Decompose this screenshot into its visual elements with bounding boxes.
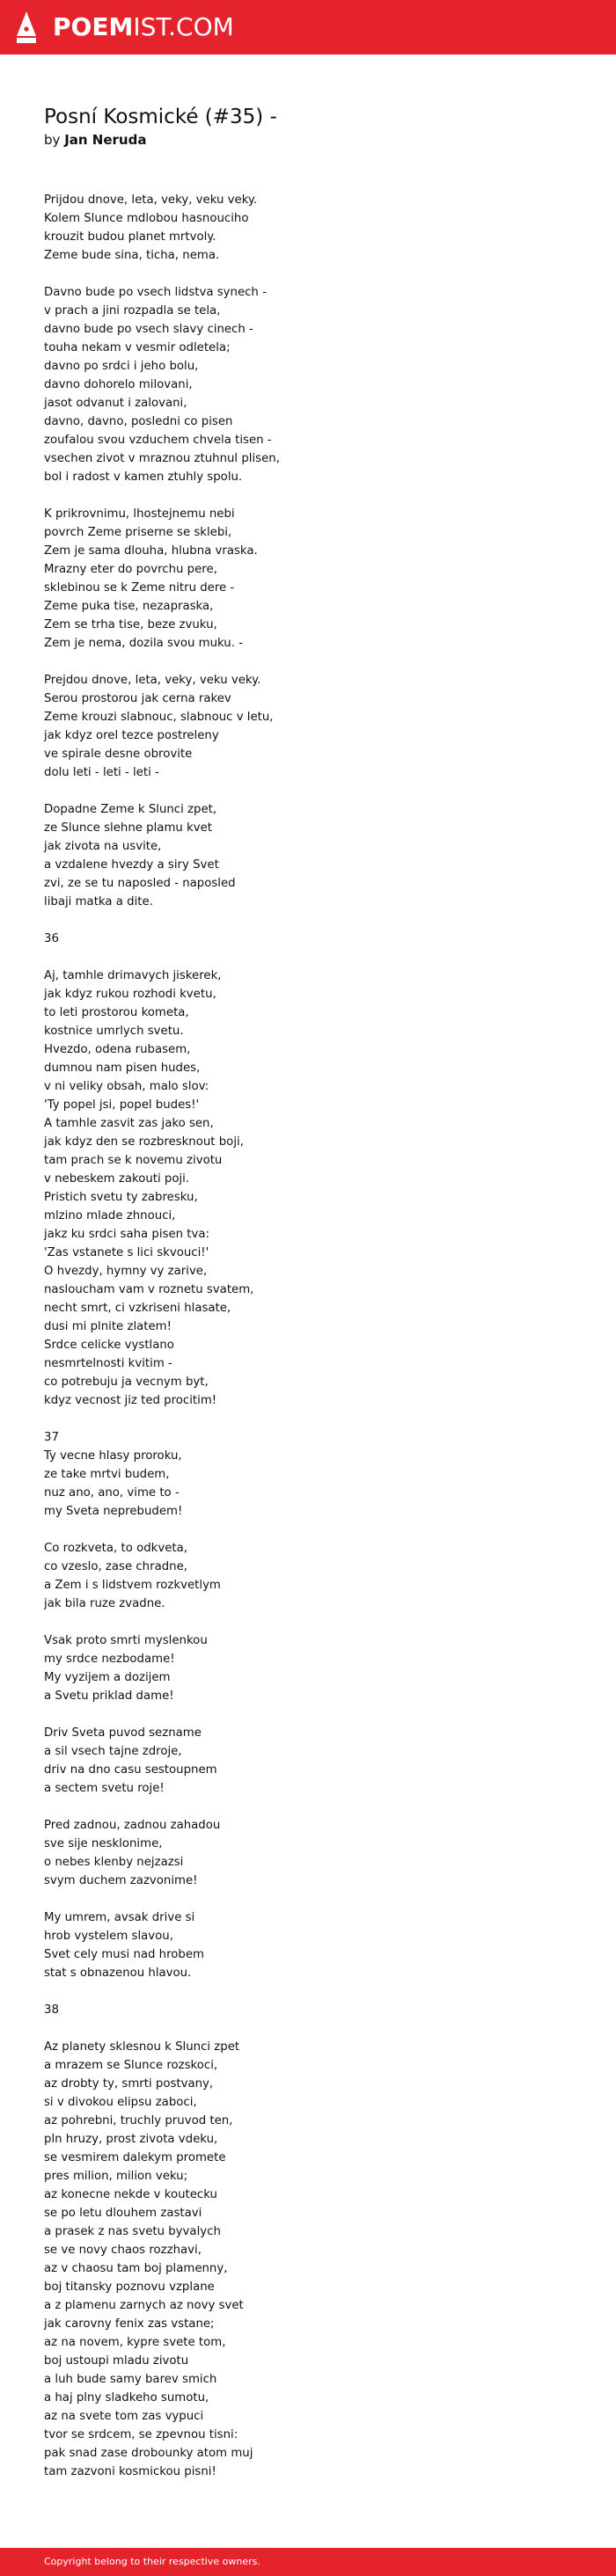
logo-light: IST.COM [133,12,234,41]
logo-bold: POEM [53,12,134,41]
site-footer [0,2548,616,2576]
poem-title: Posní Kosmické (#35) - [44,106,277,128]
site-header [0,0,616,55]
byline [44,131,146,149]
copyright-text: Copyright belong to their respective owners. [44,2556,260,2567]
byline-prefix: by [44,132,61,148]
pen-nib-icon[interactable] [14,10,39,45]
author-link[interactable]: Jan Neruda [64,132,147,148]
poem-text: Prijdou dnove, leta, veky, veku veky. Kolem Slunce mdlobou hasnouciho krouzit budou planet mrtvoly. Zeme bude sina, ticha, nema. Davno bude po vsech lidstva synech - v prach a jini rozpadla se tela, davno bude po vsech slavy cinech - touha nekam v vesmir odletela; davno po srdci i jeho bolu, davno dohorelo milovani, jasot odvanut i zalovani, davno, davno, posledni co pisen zoufalou svou vzduchem chvela tisen - vsechen zivot v mraznou ztuhnul plisen, bol i radost v kamen ztuhly spolu. K prikrovnimu, lhostejnemu nebi povrch Zeme priserne se sklebi, Zem je sama dlouha, hlubna vraska. Mrazny eter do povrchu pere, sklebinou se k Zeme nitru dere - Zeme puka tise, nezapraska, Zem se trha tise, beze zvuku, Zem je nema, dozila svou muku. - Prejdou dnove, leta, veky, veku veky. Serou prostorou jak cerna rakev Zeme krouzi slabnouc, slabnouc v letu, jak kdyz orel tezce postreleny ve spirale desne obrovite dolu leti - leti - leti - Dopadne Zeme k Slunci zpet, ze Slunce slehne plamu kvet jak zivota na usvite, a vzdalene hvezdy a siry Svet zvi, ze se tu naposled - naposled libaji matka a dite. 36 Aj, tamhle drimavych jiskerek, jak kdyz rukou rozhodi kvetu, to leti prostorou kometa, kostnice umrlych svetu. Hvezdo, odena rubasem, dumnou nam pisen hudes, v ni veliky obsah, malo slov: 'Ty popel jsi, popel budes!' A tamhle zasvit zas jako sen, jak kdyz den se rozbresknout boji, tam prach se k novemu zivotu v nebeskem zakouti poji. Pristich svetu ty zabresku, mlzino mlade zhnouci, jakz ku srdci saha pisen tva: 'Zas vstanete s lici skvouci!' O hvezdy, hymny vy zarive, nasloucham vam v roznetu svatem, necht smrt, ci vzkriseni hlasate, dusi mi plnite zlatem! Srdce celicke vystlano nesmrtelnosti kvitim - co potrebuju ja vecnym byt, kdyz vecnost jiz ted procitim! 37 Ty vecne hlasy proroku, ze take mrtvi budem, nuz ano, ano, vime to - my Sveta neprebudem! Co rozkveta, to odkveta, co vzeslo, zase chradne, a Zem i s lidstvem rozkvetlym jak bila ruze zvadne. Vsak proto smrti myslenkou my srdce nezbodame! My vyzijem a dozijem a Svetu priklad dame! Driv Sveta puvod sezname a sil vsech tajne zdroje, driv na dno casu sestoupnem a sectem svetu roje! Pred zadnou, zadnou zahadou sve sije nesklonime, o nebes klenby nejzazsi svym duchem zazvonime! My umrem, avsak drive si hrob vystelem slavou, Svet cely musi nad hrobem stat s obnazenou hlavou. 38 Az planety sklesnou k Slunci zpet a mrazem se Slunce rozskoci, az drobty ty, smrti postvany, si v divokou elipsu zaboci, az pohrebni, truchly pruvod ten, pln hruzy, prost zivota vdeku, se vesmirem dalekym promete pres milion, milion veku; az konecne nekde v koutecku se po letu dlouhem zastavi a prasek z nas svetu byvalych se ve novy chaos rozzhavi, az v chaosu tam boj plamenny, boj titansky poznovu vzplane a z plamenu zarnych az novy svet jak carovny fenix zas vstane; az na novem, kypre svete tom, boj ustoupi mladu zivotu a luh bude samy barev smich a haj plny sladkeho sumotu, az na svete tom zas vypuci tvor se srdcem, se zpevnou tisni: pak snad zase drobounky atom muj tam zazvoni kosmickou pisni! [44,193,280,2478]
site-logo[interactable] [53,12,234,42]
